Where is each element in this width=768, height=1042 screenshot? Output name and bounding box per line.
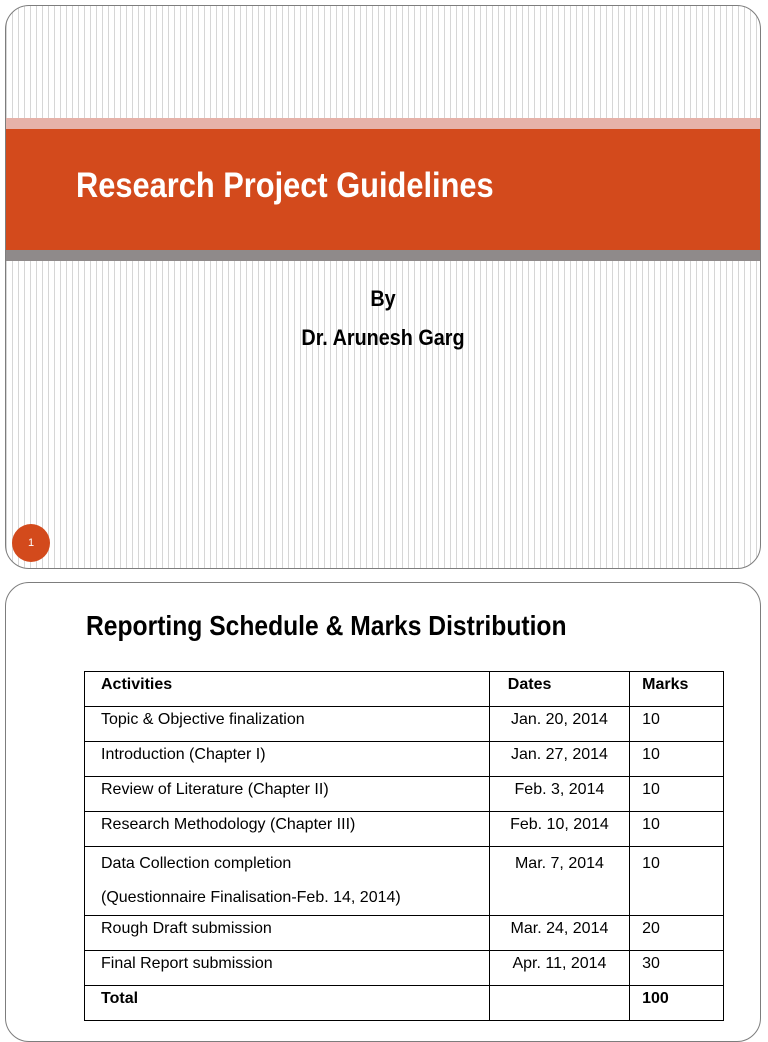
activity-cell: Research Methodology (Chapter III) <box>85 812 490 847</box>
total-date-cell <box>489 986 629 1021</box>
header-dates: Dates <box>489 672 629 707</box>
by-label: By <box>370 286 396 311</box>
schedule-slide <box>5 582 761 1042</box>
header-activities: Activities <box>85 672 490 707</box>
marks-cell: 10 <box>630 742 724 777</box>
table-row <box>85 707 724 742</box>
table-row <box>85 951 724 986</box>
activity-cell: Review of Literature (Chapter II) <box>85 777 490 812</box>
marks-cell: 10 <box>630 777 724 812</box>
activity-cell: Topic & Objective finalization <box>85 707 490 742</box>
table-row <box>85 777 724 812</box>
total-label: Total <box>85 986 490 1021</box>
activity-note: (Questionnaire Finalisation-Feb. 14, 2014) <box>101 889 401 906</box>
table-header-row <box>85 672 724 707</box>
slide-title: Research Project Guidelines <box>76 166 494 205</box>
marks-cell: 10 <box>630 847 724 916</box>
marks-cell: 10 <box>630 812 724 847</box>
date-cell: Feb. 3, 2014 <box>489 777 629 812</box>
schedule-table <box>84 671 724 1021</box>
author-block <box>6 279 760 357</box>
activity-cell: Introduction (Chapter I) <box>85 742 490 777</box>
date-cell: Jan. 20, 2014 <box>489 707 629 742</box>
title-band-top-stripe <box>6 118 760 129</box>
marks-cell: 10 <box>630 707 724 742</box>
activity-cell <box>85 847 490 916</box>
title-band-bottom-stripe <box>6 250 760 261</box>
page-number-badge: 1 <box>12 524 50 562</box>
author-name: Dr. Arunesh Garg <box>301 325 465 350</box>
table-row <box>85 812 724 847</box>
title-slide <box>5 5 761 569</box>
date-cell: Mar. 7, 2014 <box>489 847 629 916</box>
date-cell: Apr. 11, 2014 <box>489 951 629 986</box>
date-cell: Feb. 10, 2014 <box>489 812 629 847</box>
table-row <box>85 916 724 951</box>
table-row <box>85 847 724 916</box>
schedule-title: Reporting Schedule & Marks Distribution <box>86 610 567 641</box>
total-marks: 100 <box>630 986 724 1021</box>
date-cell: Jan. 27, 2014 <box>489 742 629 777</box>
activity-text: Data Collection completion <box>101 855 292 872</box>
activity-cell: Final Report submission <box>85 951 490 986</box>
activity-cell: Rough Draft submission <box>85 916 490 951</box>
table-total-row <box>85 986 724 1021</box>
date-cell: Mar. 24, 2014 <box>489 916 629 951</box>
marks-cell: 20 <box>630 916 724 951</box>
header-marks: Marks <box>630 672 724 707</box>
marks-cell: 30 <box>630 951 724 986</box>
table-row <box>85 742 724 777</box>
